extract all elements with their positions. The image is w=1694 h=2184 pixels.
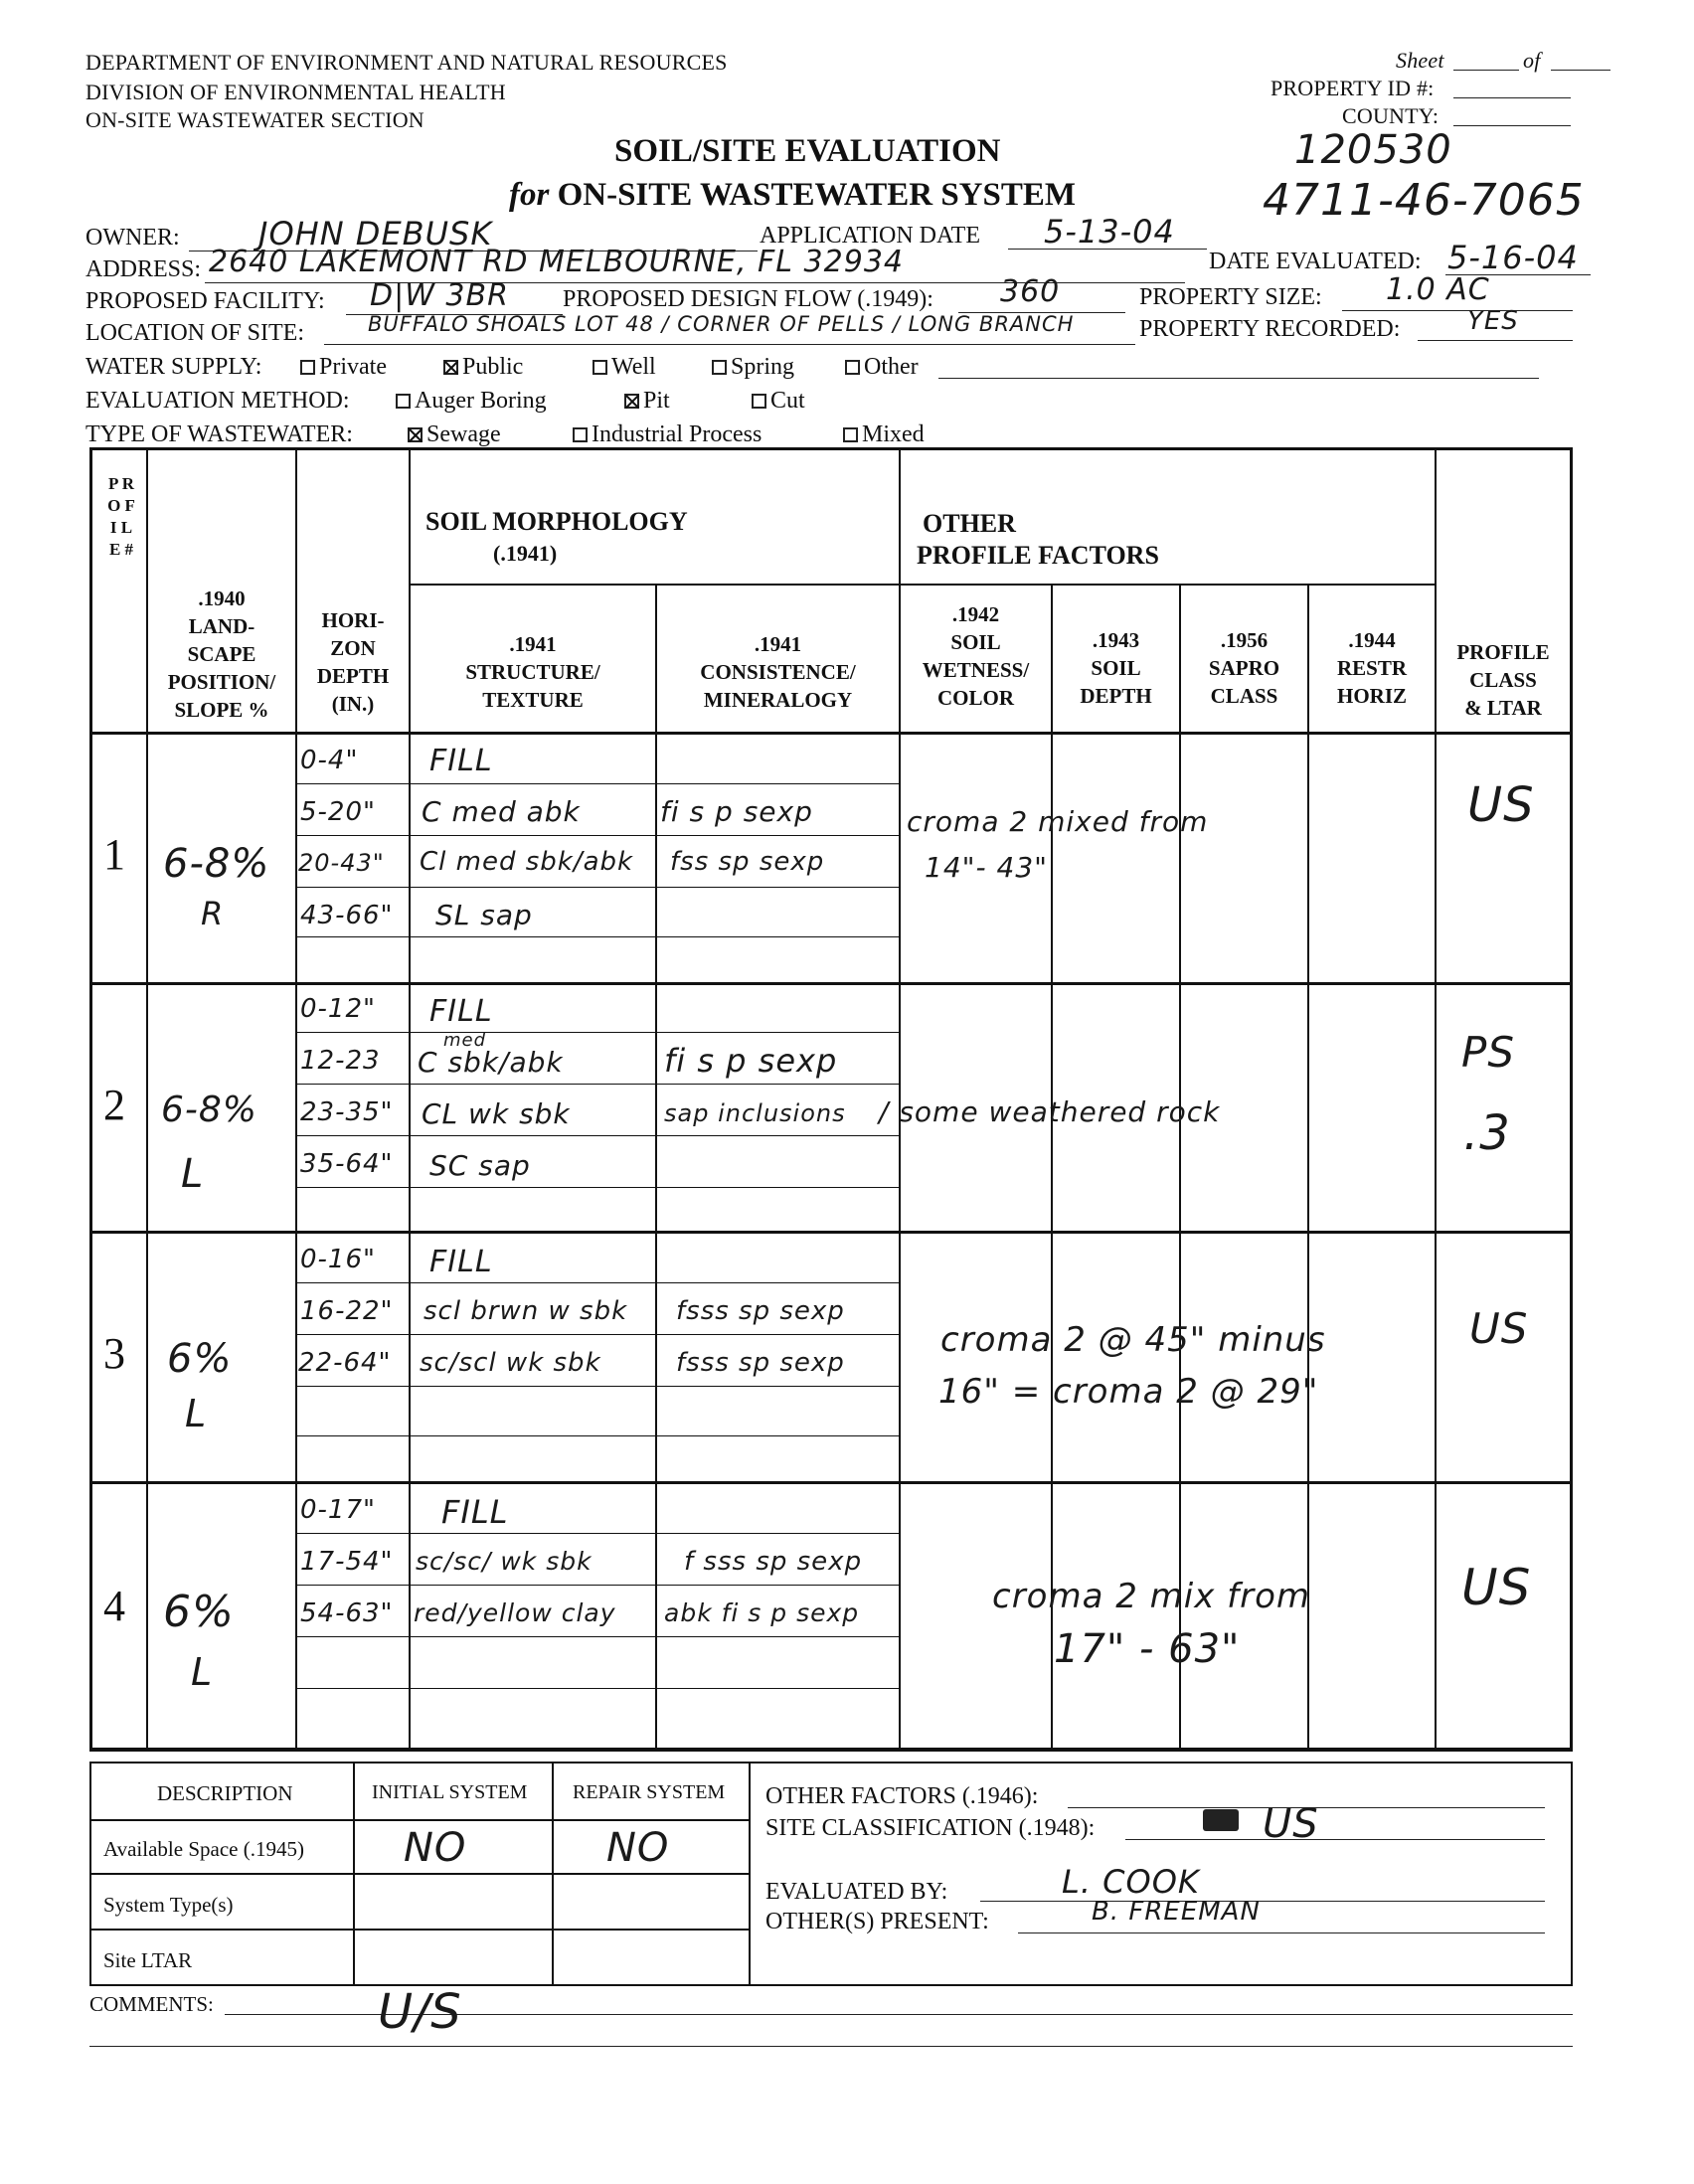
evaluated-by-value[interactable]: L. COOK bbox=[1062, 1863, 1200, 1901]
landscape-h5: SLOPE % bbox=[174, 698, 269, 722]
profile-1-slope-note[interactable]: R bbox=[201, 895, 225, 932]
other-factors-title: OTHER bbox=[923, 509, 1016, 538]
water-public[interactable] bbox=[443, 354, 523, 381]
soil-depth-h2: SOIL bbox=[1091, 656, 1141, 680]
structure-h2: STRUCTURE/ bbox=[465, 660, 600, 684]
sewage-text: Sewage bbox=[426, 421, 501, 447]
ww-mixed[interactable] bbox=[843, 421, 925, 448]
p3-other-a[interactable]: croma 2 @ 45" minus bbox=[940, 1320, 1326, 1360]
water-other[interactable] bbox=[845, 354, 919, 381]
p1-depth-3[interactable]: 20-43" bbox=[298, 849, 385, 877]
p3-other-b[interactable]: 16" = croma 2 @ 29" bbox=[938, 1372, 1319, 1412]
p2-other-a[interactable]: / some weathered rock bbox=[879, 1095, 1221, 1128]
method-pit[interactable] bbox=[624, 388, 670, 415]
horizon-header bbox=[297, 606, 409, 718]
p2-class[interactable]: PS bbox=[1461, 1028, 1515, 1077]
industrial-text: Industrial Process bbox=[592, 421, 762, 447]
p3-consistence-2[interactable]: fsss sp sexp bbox=[676, 1296, 845, 1326]
comments-value[interactable]: U/S bbox=[378, 1984, 462, 2040]
p1-consistence-2[interactable]: fi s p sexp bbox=[660, 795, 813, 828]
horizon-h1: HORI- bbox=[321, 608, 385, 632]
soil-depth-header bbox=[1053, 626, 1179, 710]
checkbox-other[interactable] bbox=[845, 360, 860, 375]
p4-class[interactable]: US bbox=[1461, 1559, 1532, 1616]
wetness-header bbox=[901, 600, 1051, 712]
method-auger[interactable] bbox=[396, 388, 547, 415]
profile-2-slope[interactable]: 6-8% bbox=[161, 1090, 258, 1130]
avail-initial-value[interactable]: NO bbox=[404, 1825, 467, 1871]
wetness-h3: WETNESS/ bbox=[922, 658, 1030, 682]
eval-method-label: EVALUATION METHOD: bbox=[85, 388, 350, 414]
consistence-h2: CONSISTENCE/ bbox=[700, 660, 856, 684]
p3-class[interactable]: US bbox=[1469, 1304, 1529, 1353]
p4-structure-3[interactable]: red/yellow clay bbox=[414, 1598, 616, 1627]
soil-depth-h3: DEPTH bbox=[1080, 684, 1152, 708]
p2-depth-3[interactable]: 23-35" bbox=[300, 1097, 394, 1127]
soil-morph-sub: (.1941) bbox=[493, 541, 558, 566]
restr-h1: .1944 bbox=[1348, 628, 1396, 652]
p4-depth-3[interactable]: 54-63" bbox=[300, 1598, 394, 1628]
water-supply-label: WATER SUPPLY: bbox=[85, 354, 262, 380]
comments-label: COMMENTS: bbox=[89, 1992, 214, 2016]
p3-structure-2[interactable]: scl brwn w sbk bbox=[424, 1296, 628, 1326]
sheet-of-label: of bbox=[1523, 48, 1541, 73]
app-date-label: APPLICATION DATE bbox=[760, 223, 980, 249]
p4-structure-1[interactable]: FILL bbox=[441, 1493, 509, 1531]
app-date-value[interactable]: 5-13-04 bbox=[1044, 213, 1175, 251]
checkbox-well[interactable] bbox=[593, 360, 607, 375]
property-recorded-label: PROPERTY RECORDED: bbox=[1139, 316, 1401, 342]
consistence-h1: .1941 bbox=[754, 632, 802, 656]
p2-structure-note[interactable]: med bbox=[443, 1030, 487, 1051]
checkbox-cut[interactable] bbox=[752, 394, 766, 409]
location-value[interactable]: BUFFALO SHOALS LOT 48 / CORNER OF PELLS / LONG BRANCH bbox=[368, 312, 1075, 336]
design-flow-value[interactable]: 360 bbox=[1000, 274, 1061, 309]
restr-header bbox=[1309, 626, 1435, 710]
ww-industrial[interactable] bbox=[573, 421, 762, 448]
checkbox-public[interactable] bbox=[443, 360, 458, 375]
design-flow-label: PROPOSED DESIGN FLOW (.1949): bbox=[563, 286, 933, 312]
facility-label: PROPOSED FACILITY: bbox=[85, 288, 325, 314]
checkbox-mixed[interactable] bbox=[843, 427, 858, 442]
p4-other-b[interactable]: 17" - 63" bbox=[1054, 1626, 1241, 1672]
structure-header bbox=[411, 630, 655, 714]
sapro-header bbox=[1181, 626, 1307, 710]
agency-line-3: ON-SITE WASTEWATER SECTION bbox=[85, 107, 424, 132]
pit-text: Pit bbox=[643, 388, 670, 414]
soil-depth-h1: .1943 bbox=[1092, 628, 1140, 652]
profile-class-header bbox=[1437, 638, 1570, 722]
property-id-value: 120530 bbox=[1294, 127, 1452, 173]
facility-value[interactable]: D|W 3BR bbox=[370, 278, 509, 313]
landscape-header bbox=[149, 585, 294, 724]
p1-structure-1[interactable]: FILL bbox=[429, 744, 493, 778]
p2-structure-2[interactable]: C sbk/abk bbox=[418, 1046, 564, 1079]
p2-consistence-3[interactable]: sap inclusions bbox=[664, 1099, 846, 1127]
well-text: Well bbox=[611, 354, 656, 380]
landscape-h1: .1940 bbox=[198, 587, 246, 610]
p4-consistence-2[interactable]: f sss sp sexp bbox=[684, 1547, 863, 1577]
sheet-label: Sheet bbox=[1396, 48, 1444, 73]
p4-depth-2[interactable]: 17-54" bbox=[300, 1547, 394, 1577]
p1-depth-1[interactable]: 0-4" bbox=[300, 746, 359, 775]
avail-repair-value[interactable]: NO bbox=[606, 1825, 670, 1871]
county-id-value: 4711-46-7065 bbox=[1263, 175, 1585, 226]
mixed-text: Mixed bbox=[862, 421, 925, 447]
p2-consistence-2[interactable]: fi s p sexp bbox=[664, 1042, 838, 1080]
p1-structure-2[interactable]: C med abk bbox=[422, 795, 581, 828]
p1-depth-4[interactable]: 43-66" bbox=[300, 901, 394, 930]
site-class-value[interactable]: US bbox=[1263, 1801, 1319, 1847]
profile-3-slope-note[interactable]: L bbox=[185, 1392, 208, 1435]
others-present-label: OTHER(S) PRESENT: bbox=[765, 1909, 989, 1934]
date-evaluated-label: DATE EVALUATED: bbox=[1209, 249, 1422, 274]
sapro-h1: .1956 bbox=[1220, 628, 1269, 652]
subtitle-main: ON-SITE WASTEWATER SYSTEM bbox=[557, 177, 1077, 213]
property-size-value[interactable]: 1.0 AC bbox=[1386, 272, 1490, 307]
ww-sewage[interactable] bbox=[408, 421, 501, 448]
checkbox-private[interactable] bbox=[300, 360, 315, 375]
p2-depth-1[interactable]: 0-12" bbox=[300, 994, 376, 1024]
p3-consistence-3[interactable]: fsss sp sexp bbox=[676, 1348, 845, 1378]
scribble-mark bbox=[1203, 1809, 1239, 1831]
evaluated-by-label: EVALUATED BY: bbox=[765, 1879, 948, 1905]
p1-other-b[interactable]: 14"- 43" bbox=[925, 851, 1049, 884]
p1-structure-4[interactable]: SL sap bbox=[435, 899, 533, 931]
water-well[interactable] bbox=[593, 354, 656, 381]
p3-depth-2[interactable]: 16-22" bbox=[300, 1296, 394, 1326]
others-present-value[interactable]: B. FREEMAN bbox=[1092, 1897, 1261, 1927]
p1-depth-2[interactable]: 5-20" bbox=[300, 797, 376, 827]
address-value[interactable]: 2640 LAKEMONT RD MELBOURNE, FL 32934 bbox=[209, 245, 904, 279]
p3-structure-3[interactable]: sc/scl wk sbk bbox=[420, 1348, 601, 1378]
wastewater-label: TYPE OF WASTEWATER: bbox=[85, 421, 353, 447]
profile-class-h2: CLASS bbox=[1469, 668, 1537, 692]
property-recorded-value[interactable]: YES bbox=[1467, 306, 1519, 336]
profile-1-number: 1 bbox=[103, 830, 125, 879]
location-label: LOCATION OF SITE: bbox=[85, 320, 304, 346]
owner-label: OWNER: bbox=[85, 225, 180, 251]
profile-2-slope-note[interactable]: L bbox=[181, 1151, 205, 1197]
wetness-h4: COLOR bbox=[936, 686, 1014, 710]
repair-system-header: REPAIR SYSTEM bbox=[573, 1781, 726, 1803]
landscape-h4: POSITION/ bbox=[167, 670, 276, 694]
auger-text: Auger Boring bbox=[415, 388, 547, 414]
profile-header: P R O F I L E # bbox=[107, 474, 135, 559]
address-label: ADDRESS: bbox=[85, 256, 202, 282]
p4-other-a[interactable]: croma 2 mix from bbox=[992, 1577, 1311, 1616]
other-factors-sub: PROFILE FACTORS bbox=[917, 541, 1159, 570]
p3-structure-1[interactable]: FILL bbox=[429, 1245, 493, 1279]
landscape-h3: SCAPE bbox=[187, 642, 256, 666]
p2-depth-4[interactable]: 35-64" bbox=[300, 1149, 394, 1179]
p1-consistence-3[interactable]: fss sp sexp bbox=[670, 847, 825, 877]
landscape-h2: LAND- bbox=[188, 614, 255, 638]
desc-header: DESCRIPTION bbox=[157, 1781, 293, 1805]
p2-class-ltar[interactable]: .3 bbox=[1463, 1105, 1511, 1161]
profile-4-slope-note[interactable]: L bbox=[191, 1650, 214, 1694]
p1-other-a[interactable]: croma 2 mixed from bbox=[907, 805, 1209, 838]
other-factors-label: OTHER FACTORS (.1946): bbox=[765, 1783, 1039, 1809]
p2-structure-3[interactable]: CL wk sbk bbox=[422, 1097, 571, 1130]
site-class-label: SITE CLASSIFICATION (.1948): bbox=[765, 1815, 1096, 1841]
private-text: Private bbox=[319, 354, 387, 380]
other-text: Other bbox=[864, 354, 919, 380]
site-ltar-label: Site LTAR bbox=[103, 1948, 193, 1972]
sapro-h3: CLASS bbox=[1210, 684, 1278, 708]
profile-3-slope[interactable]: 6% bbox=[167, 1336, 233, 1382]
water-spring[interactable] bbox=[712, 354, 794, 381]
p1-class[interactable]: US bbox=[1467, 777, 1535, 833]
owner-value[interactable]: JOHN DEBUSK bbox=[258, 215, 493, 252]
wetness-h1: .1942 bbox=[951, 602, 1000, 626]
p4-depth-1[interactable]: 0-17" bbox=[300, 1495, 376, 1525]
profile-2-number: 2 bbox=[103, 1081, 125, 1129]
county-label: COUNTY: bbox=[1342, 103, 1440, 128]
checkbox-spring[interactable] bbox=[712, 360, 727, 375]
restr-h2: RESTR bbox=[1336, 656, 1408, 680]
profile-4-slope[interactable]: 6% bbox=[163, 1587, 235, 1637]
form-title: SOIL/SITE EVALUATION bbox=[614, 133, 1001, 169]
property-size-label: PROPERTY SIZE: bbox=[1139, 284, 1322, 310]
p2-depth-2[interactable]: 12-23 bbox=[300, 1046, 381, 1076]
p2-structure-1[interactable]: FILL bbox=[429, 994, 493, 1029]
agency-line-2: DIVISION OF ENVIRONMENTAL HEALTH bbox=[85, 80, 506, 104]
consistence-h3: MINERALOGY bbox=[703, 688, 853, 712]
p2-structure-4[interactable]: SC sap bbox=[429, 1149, 531, 1182]
p1-structure-3[interactable]: Cl med sbk/abk bbox=[420, 847, 634, 877]
horizon-h4: (IN.) bbox=[331, 692, 375, 716]
cut-text: Cut bbox=[770, 388, 805, 414]
sapro-h2: SAPRO bbox=[1208, 656, 1280, 680]
checkbox-pit[interactable] bbox=[624, 394, 639, 409]
consistence-header bbox=[657, 630, 899, 714]
form-subtitle bbox=[509, 177, 1076, 214]
checkbox-auger[interactable] bbox=[396, 394, 411, 409]
profile-class-h3: & LTAR bbox=[1464, 696, 1542, 720]
property-id-label: PROPERTY ID #: bbox=[1270, 76, 1435, 100]
system-type-label: System Type(s) bbox=[103, 1893, 234, 1917]
spring-text: Spring bbox=[731, 354, 795, 380]
public-text: Public bbox=[462, 354, 524, 380]
structure-h1: .1941 bbox=[509, 632, 557, 656]
agency-line-1: DEPARTMENT OF ENVIRONMENT AND NATURAL RESOURCES bbox=[85, 50, 728, 75]
wetness-h2: SOIL bbox=[950, 630, 1001, 654]
p4-structure-2[interactable]: sc/sc/ wk sbk bbox=[416, 1547, 593, 1576]
profile-class-h1: PROFILE bbox=[1456, 640, 1550, 664]
profile-3-number: 3 bbox=[103, 1329, 125, 1378]
restr-h3: HORIZ bbox=[1336, 684, 1407, 708]
structure-h3: TEXTURE bbox=[482, 688, 584, 712]
p4-consistence-3[interactable]: abk fi s p sexp bbox=[664, 1598, 860, 1627]
initial-system-header: INITIAL SYSTEM bbox=[372, 1781, 528, 1803]
checkbox-sewage[interactable] bbox=[408, 427, 423, 442]
profile-1-slope[interactable]: 6-8% bbox=[163, 841, 270, 887]
method-cut[interactable] bbox=[752, 388, 805, 415]
horizon-h3: DEPTH bbox=[316, 664, 390, 688]
p3-depth-3[interactable]: 22-64" bbox=[298, 1348, 392, 1378]
date-evaluated-value[interactable]: 5-16-04 bbox=[1447, 239, 1579, 276]
p3-depth-1[interactable]: 0-16" bbox=[300, 1245, 376, 1274]
checkbox-industrial[interactable] bbox=[573, 427, 588, 442]
subtitle-for: for bbox=[509, 177, 550, 213]
water-private[interactable] bbox=[300, 354, 387, 381]
profile-4-number: 4 bbox=[103, 1582, 125, 1630]
available-space-label: Available Space (.1945) bbox=[103, 1837, 304, 1861]
horizon-h2: ZON bbox=[330, 636, 376, 660]
soil-morph-title: SOIL MORPHOLOGY bbox=[425, 507, 688, 536]
